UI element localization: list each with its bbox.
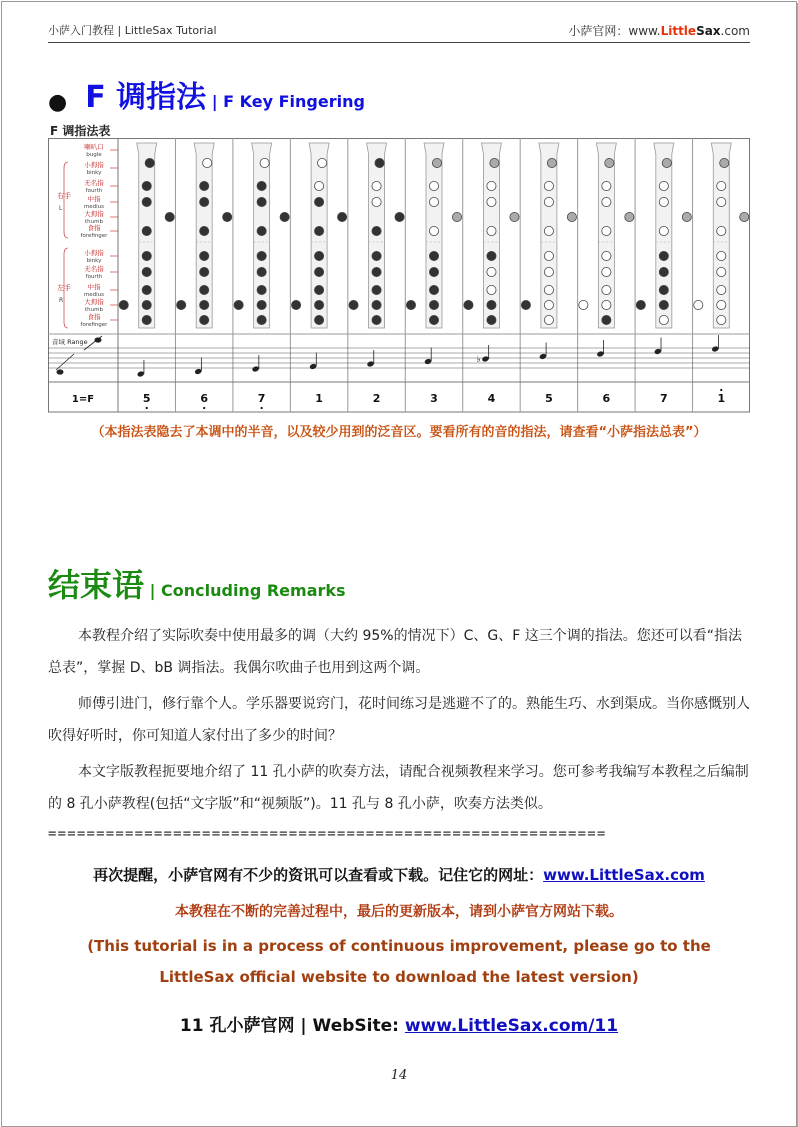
tone-hole	[740, 212, 749, 221]
tone-hole	[142, 226, 151, 235]
tone-hole	[314, 181, 323, 190]
tone-hole	[544, 197, 553, 206]
tone-hole	[602, 226, 611, 235]
tone-hole	[429, 226, 438, 235]
tone-hole	[291, 300, 300, 309]
row-label-cn: 中指	[87, 283, 101, 291]
octave-dot-low	[146, 407, 148, 409]
row-label-en: binky	[86, 258, 102, 264]
tone-hole	[717, 315, 726, 324]
tone-hole	[429, 251, 438, 260]
tone-hole	[234, 300, 243, 309]
page-number: 14	[390, 1068, 408, 1083]
tone-hole	[257, 300, 266, 309]
tone-hole	[372, 285, 381, 294]
row-label-en: fourth	[85, 188, 103, 194]
tone-hole	[200, 267, 209, 276]
tone-hole	[659, 251, 668, 260]
tone-hole	[372, 300, 381, 309]
left-hand-label: 左手	[57, 284, 71, 292]
fingering-chart	[48, 138, 750, 413]
row-label-cn: 大拇指	[84, 298, 104, 306]
tone-hole	[602, 285, 611, 294]
note-number: 5	[545, 392, 553, 405]
row-label-cn: 无名指	[84, 179, 104, 187]
row-label-cn: 食指	[87, 313, 101, 321]
row-label-en: fourth	[85, 274, 103, 280]
note-number: 7	[659, 392, 668, 405]
tone-hole	[682, 212, 691, 221]
note-number: 5	[142, 392, 151, 405]
tone-hole	[119, 300, 128, 309]
tone-hole	[659, 300, 668, 309]
tone-hole	[659, 181, 668, 190]
tone-hole	[544, 226, 553, 235]
note-number: 1	[315, 392, 323, 405]
tone-hole	[602, 197, 611, 206]
tone-hole	[429, 197, 438, 206]
tone-hole	[717, 251, 726, 260]
tone-hole	[602, 315, 611, 324]
tone-hole	[487, 251, 496, 260]
tone-hole	[487, 226, 496, 235]
tone-hole	[260, 158, 269, 167]
octave-dot-low	[203, 407, 205, 409]
row-label-cn: 小拇指	[84, 161, 104, 169]
tone-hole	[257, 226, 266, 235]
tone-hole	[429, 315, 438, 324]
chart-title: F 调指法表	[50, 124, 111, 138]
range-note-low	[57, 369, 64, 374]
tone-hole	[452, 212, 461, 221]
tone-hole	[717, 285, 726, 294]
tone-hole	[602, 267, 611, 276]
tone-hole	[337, 212, 346, 221]
row-label-cn: 小拇指	[84, 249, 104, 257]
tone-hole	[659, 267, 668, 276]
tone-hole	[487, 197, 496, 206]
row-label-en: thumb	[85, 307, 103, 313]
tone-hole	[464, 300, 473, 309]
tone-hole	[257, 267, 266, 276]
website-link[interactable]: www.LittleSax.com	[543, 866, 705, 884]
tone-hole	[257, 285, 266, 294]
section-heading-f-key: ● F 调指法 | F Key Fingering	[48, 80, 365, 115]
tone-hole	[659, 197, 668, 206]
tone-hole	[200, 251, 209, 260]
tone-hole	[200, 197, 209, 206]
tone-hole	[142, 181, 151, 190]
tone-hole	[142, 300, 151, 309]
tone-hole	[372, 251, 381, 260]
tone-hole	[717, 197, 726, 206]
tone-hole	[372, 181, 381, 190]
note-number: 3	[430, 392, 438, 405]
tone-hole	[314, 285, 323, 294]
note-number: 6	[602, 392, 611, 405]
row-label-cn: 无名指	[84, 265, 104, 273]
tone-hole	[142, 251, 151, 260]
divider-line: ==========================================================	[48, 826, 607, 842]
reminder-line: 再次提醒，小萨官网有不少的资讯可以查看或下载。记住它的网址：www.LittleSax.com	[93, 866, 705, 884]
tone-hole	[372, 197, 381, 206]
note-number: 1	[717, 392, 726, 405]
tone-hole	[314, 267, 323, 276]
tone-hole	[142, 197, 151, 206]
section-heading-concluding: 结束语 | Concluding Remarks	[48, 566, 346, 604]
flat-sign: ♭	[476, 355, 481, 365]
tone-hole	[257, 315, 266, 324]
bullet-icon: ●	[48, 90, 68, 115]
tone-hole	[487, 285, 496, 294]
key-label: 1=F	[71, 394, 95, 405]
tone-hole	[605, 158, 614, 167]
tone-hole	[432, 158, 441, 167]
tone-hole	[280, 212, 289, 221]
tone-hole	[602, 181, 611, 190]
tone-hole	[165, 212, 174, 221]
tone-hole	[372, 226, 381, 235]
tone-hole	[602, 251, 611, 260]
tone-hole	[659, 226, 668, 235]
row-label-en: medius	[83, 204, 105, 210]
tone-hole	[487, 315, 496, 324]
header-rule	[48, 42, 750, 43]
right-hand-bracket	[64, 162, 68, 238]
left-hand-abbr: R	[59, 297, 64, 304]
header-left: 小萨入门教程 | LittleSax Tutorial	[48, 24, 217, 37]
tone-hole	[314, 315, 323, 324]
right-hand-label: 右手	[57, 192, 71, 200]
update-notice-cn: 本教程在不断的完善过程中，最后的更新版本，请到小萨官方网站下载。	[175, 904, 623, 920]
tone-hole	[694, 300, 703, 309]
range-note-high	[95, 337, 102, 342]
range-label: 音域 Range	[52, 338, 88, 346]
website-11-link[interactable]: www.LittleSax.com/11	[404, 1016, 619, 1036]
tone-hole	[487, 181, 496, 190]
tone-hole	[429, 300, 438, 309]
row-label-cn: 喇叭口	[84, 143, 104, 151]
tone-hole	[142, 315, 151, 324]
tone-hole	[510, 212, 519, 221]
tone-hole	[659, 315, 668, 324]
note-number: 4	[487, 392, 496, 405]
tone-hole	[429, 267, 438, 276]
tone-hole	[521, 300, 530, 309]
row-label-en: bugle	[86, 152, 102, 158]
tone-hole	[490, 158, 499, 167]
tone-hole	[223, 212, 232, 221]
tone-hole	[145, 158, 154, 167]
octave-dot-high	[720, 389, 722, 391]
tone-hole	[717, 181, 726, 190]
tone-hole	[200, 285, 209, 294]
tone-hole	[544, 315, 553, 324]
tone-hole	[717, 267, 726, 276]
tone-hole	[395, 212, 404, 221]
tone-hole	[375, 158, 384, 167]
tone-hole	[257, 181, 266, 190]
row-label-en: forefinger	[80, 322, 108, 328]
tone-hole	[602, 300, 611, 309]
tone-hole	[177, 300, 186, 309]
tone-hole	[662, 158, 671, 167]
tone-hole	[406, 300, 415, 309]
tone-hole	[314, 226, 323, 235]
tone-hole	[544, 181, 553, 190]
tone-hole	[142, 285, 151, 294]
paragraph-3: 本文字版教程扼要地介绍了 11 孔小萨的吹奏方法，请配合视频教程来学习。您可参考我编写本教程之后编制的 8 孔小萨教程(包括“文字版”和“视频版”)。11 孔与 8 孔小萨，吹奏方法类似。	[48, 764, 749, 812]
tone-hole	[429, 285, 438, 294]
row-label-cn: 中指	[87, 195, 101, 203]
tone-hole	[547, 158, 556, 167]
row-label-cn: 食指	[87, 224, 101, 232]
tone-hole	[349, 300, 358, 309]
tone-hole	[544, 251, 553, 260]
tone-hole	[203, 158, 212, 167]
tone-hole	[200, 226, 209, 235]
tone-hole	[372, 267, 381, 276]
row-label-cn: 大拇指	[84, 210, 104, 218]
note-number: 7	[257, 392, 266, 405]
tone-hole	[487, 300, 496, 309]
header-right: 小萨官网：www.LittleSax.com	[568, 24, 750, 38]
row-label-en: medius	[83, 292, 105, 298]
tone-hole	[314, 197, 323, 206]
tone-hole	[317, 158, 326, 167]
tone-hole	[487, 267, 496, 276]
tone-hole	[567, 212, 576, 221]
tone-hole	[625, 212, 634, 221]
paragraph-1: 本教程介绍了实际吹奏中使用最多的调（大约 95%的情况下）C、G、F 这三个调的指法。您还可以看“指法总表”，掌握 D、bB 调指法。我偶尔吹曲子也用到这两个调。	[48, 628, 742, 676]
tone-hole	[200, 300, 209, 309]
tone-hole	[257, 197, 266, 206]
tone-hole	[720, 158, 729, 167]
tone-hole	[200, 181, 209, 190]
tone-hole	[200, 315, 209, 324]
row-label-en: forefinger	[80, 233, 108, 239]
tone-hole	[314, 300, 323, 309]
tone-hole	[636, 300, 645, 309]
tone-hole	[429, 181, 438, 190]
tone-hole	[544, 300, 553, 309]
tone-hole	[717, 300, 726, 309]
row-label-en: thumb	[85, 219, 103, 225]
note-number: 6	[200, 392, 209, 405]
tone-hole	[579, 300, 588, 309]
tone-hole	[314, 251, 323, 260]
tone-hole	[659, 285, 668, 294]
tone-hole	[257, 251, 266, 260]
paragraph-2: 师傅引进门，修行靠个人。学乐器要说窍门，花时间练习是逃避不了的。熟能生巧、水到渠成。当你感慨别人吹得好听时，你可知道人家付出了多少的时间？	[48, 696, 750, 744]
tone-hole	[544, 267, 553, 276]
website-line: 11 孔小萨官网 | WebSite: www.LittleSax.com/11	[179, 1016, 619, 1036]
row-label-en: binky	[86, 170, 102, 176]
note-number: 2	[372, 392, 381, 405]
tone-hole	[372, 315, 381, 324]
tone-hole	[717, 226, 726, 235]
octave-dot-low	[261, 407, 263, 409]
update-notice-en: (This tutorial is in a process of continuous improvement, please go to the LittleSax official website to download the latest version)	[87, 937, 711, 986]
tone-hole	[142, 267, 151, 276]
chart-note: （本指法表隐去了本调中的半音，以及较少用到的泛音区。要看所有的音的指法，请查看“小萨指法总表”）	[91, 425, 707, 440]
right-hand-abbr: L	[59, 205, 63, 212]
tone-hole	[544, 285, 553, 294]
